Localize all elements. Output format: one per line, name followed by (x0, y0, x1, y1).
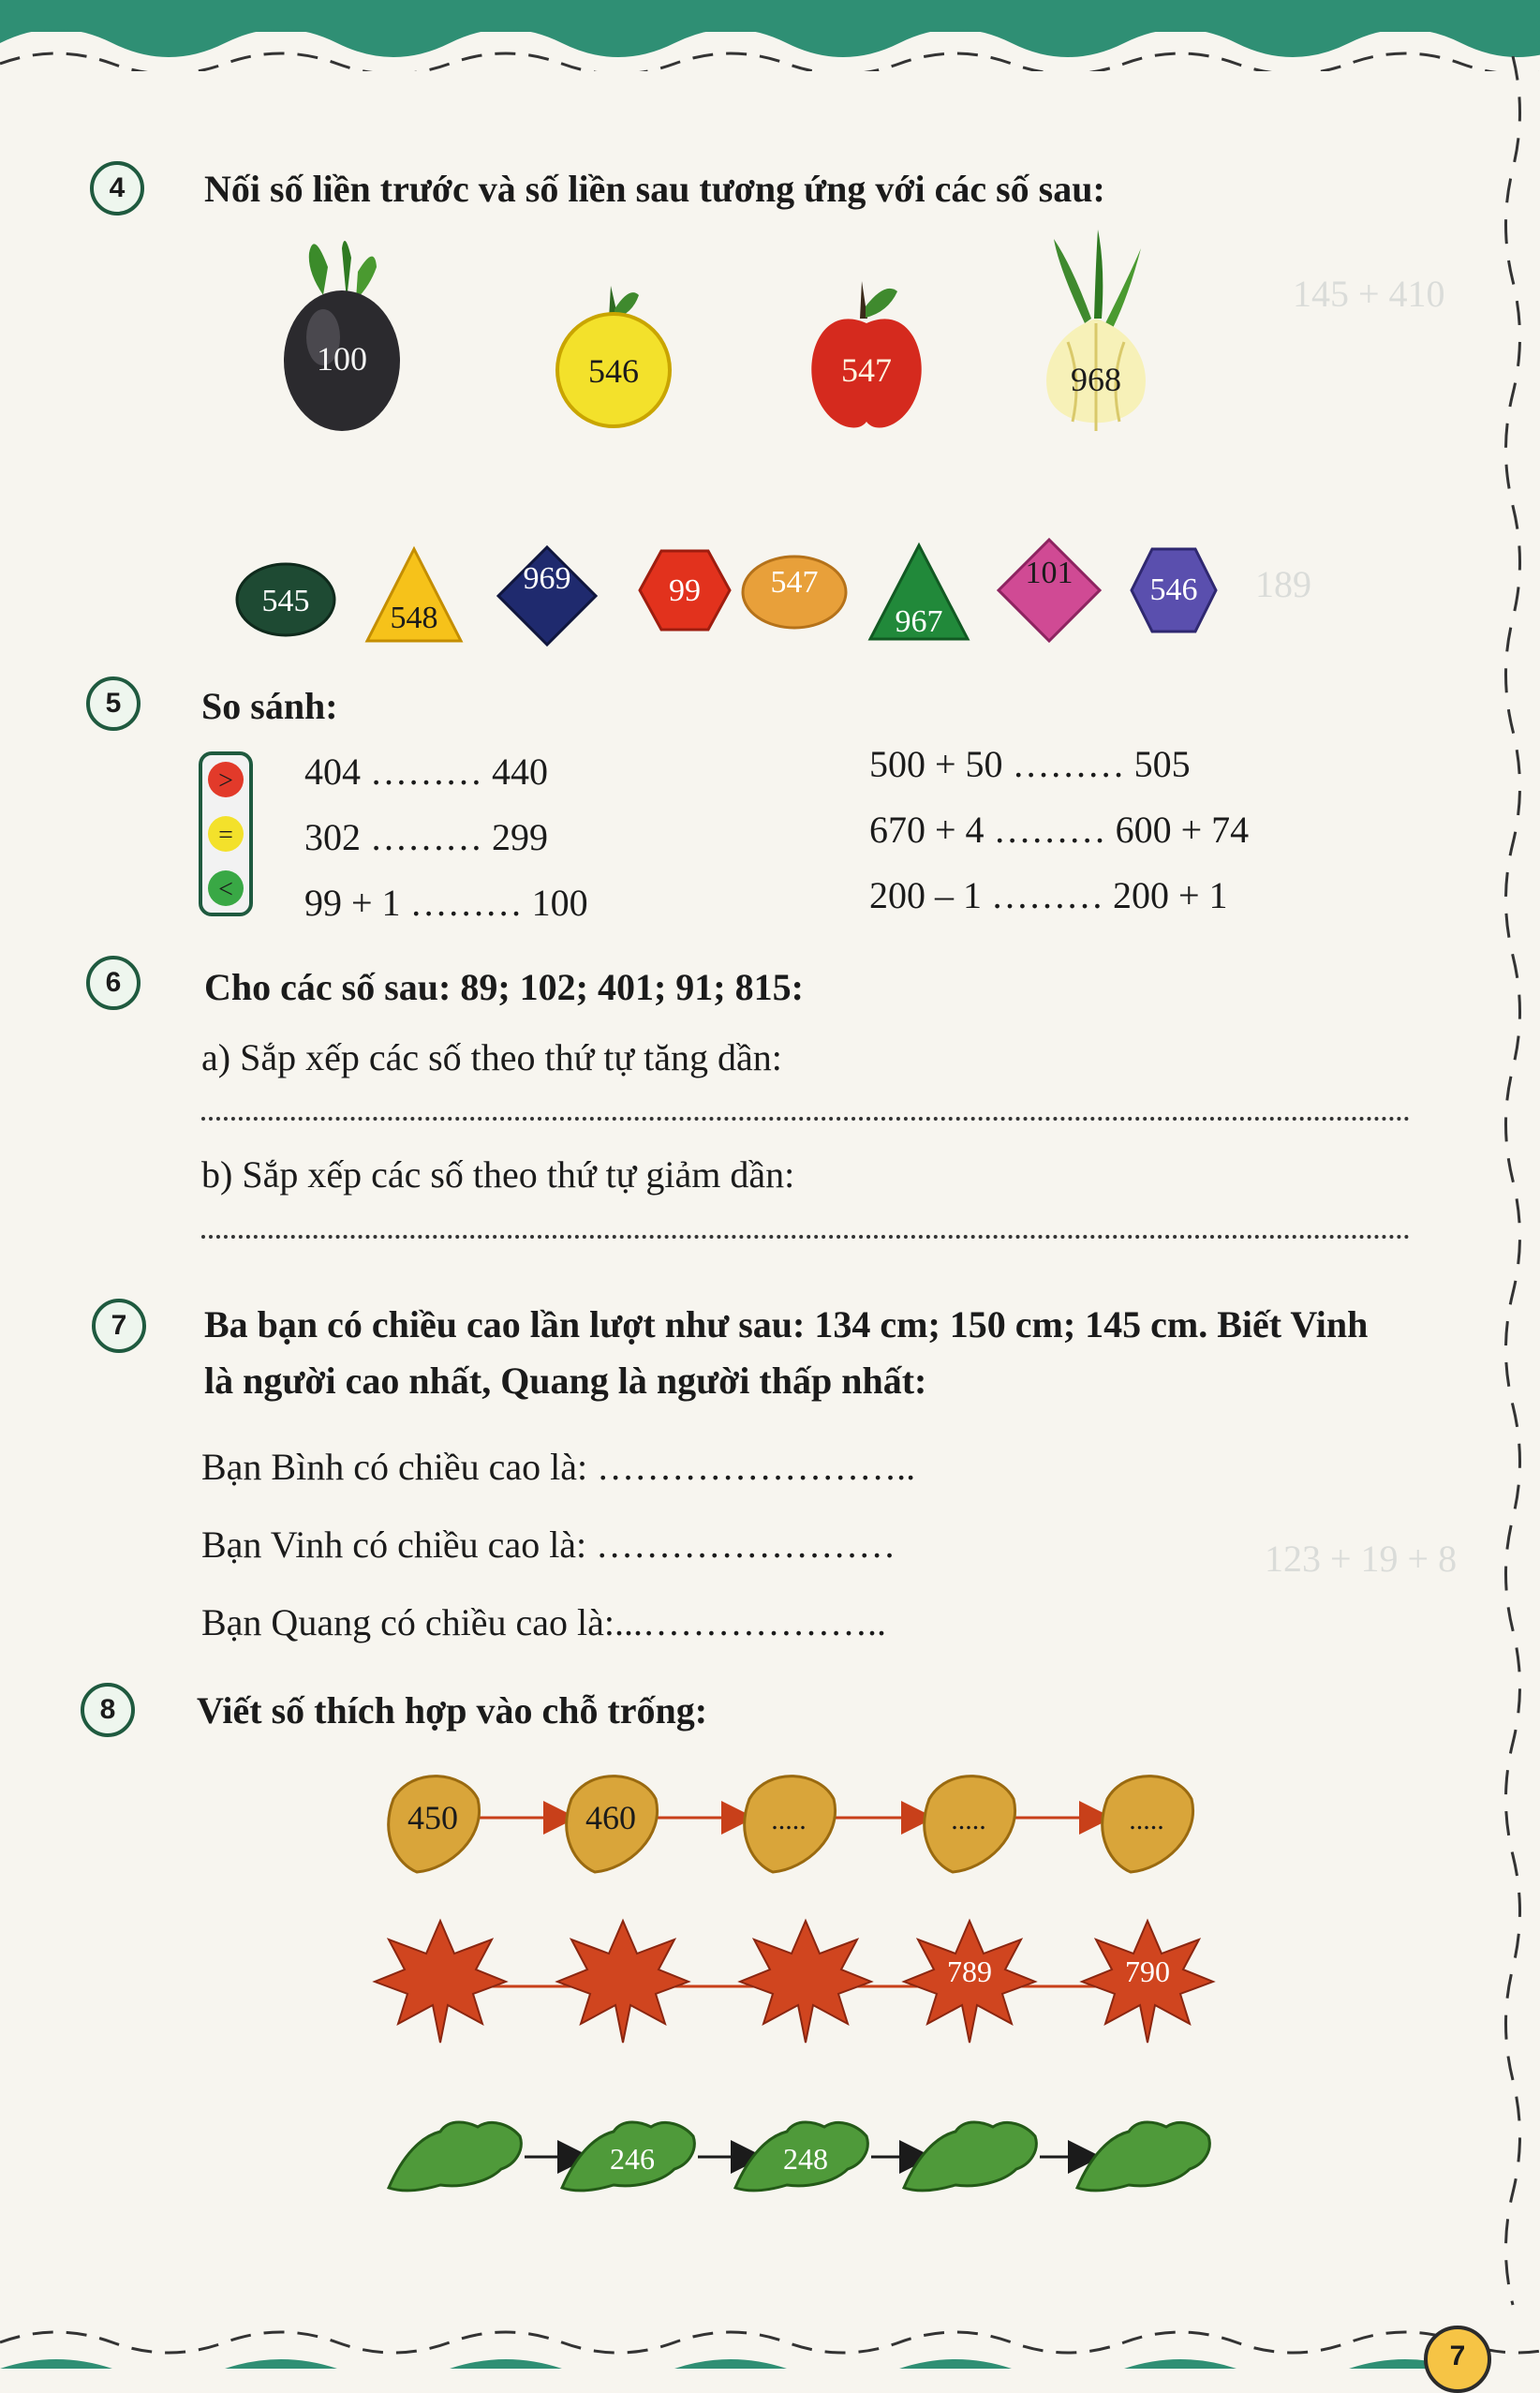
ghost-text: 123 + 19 + 8 (1265, 1538, 1458, 1580)
quang-height-line[interactable]: Bạn Quang có chiều cao là:...……………….. (201, 1601, 886, 1643)
question-4-title: Nối số liền trước và số liền sau tương ứng với các số sau: (204, 168, 1105, 210)
shape-546[interactable] (1129, 545, 1219, 635)
leaf-value: 246 (610, 2142, 655, 2176)
operand-b: 200 + 1 (1113, 874, 1228, 916)
shape-967[interactable] (866, 542, 971, 647)
operand-b: 100 (531, 882, 588, 924)
operand-b: 299 (492, 816, 548, 858)
compare-row-2-right (869, 808, 1249, 852)
shape-label: 101 (1025, 556, 1074, 590)
less-sign: < (218, 875, 233, 904)
leaf-2 (567, 1776, 658, 1872)
ghost-text: 189 (1255, 563, 1311, 605)
answer-line-6a[interactable] (201, 1117, 1410, 1121)
question-number-8: 8 (81, 1683, 135, 1737)
shape-label: 545 (261, 584, 310, 618)
leaf-4[interactable] (925, 1776, 1015, 1872)
shape-969[interactable] (495, 543, 600, 648)
operand-a: 302 (304, 816, 361, 858)
maple-leaf-3[interactable] (740, 1921, 871, 2043)
shape-label: 969 (523, 561, 571, 596)
leaf-1 (389, 1776, 480, 1872)
leaf-value: 248 (783, 2142, 828, 2176)
shape-label: 548 (390, 601, 438, 635)
blank-dots[interactable]: ……… (1012, 743, 1125, 785)
oak-leaf-5[interactable] (1077, 2122, 1209, 2191)
oak-leaf-2 (562, 2122, 694, 2191)
blank-dots[interactable]: ……… (993, 809, 1106, 851)
shape-label: 547 (770, 565, 819, 600)
question-6-title: Cho các số sau: 89; 102; 401; 91; 815: (204, 966, 804, 1008)
compare-row-3-right (869, 873, 1228, 917)
leaf-3[interactable] (745, 1776, 836, 1872)
top-wave-border (0, 15, 1540, 71)
leaf-value: 789 (947, 1955, 992, 1988)
operand-a: 500 + 50 (869, 743, 1003, 785)
operand-b: 440 (492, 751, 548, 793)
shape-101[interactable] (995, 536, 1103, 645)
fruit-label: 100 (317, 340, 367, 378)
sequence-row-2 (365, 1911, 1246, 2052)
operand-a: 200 – 1 (869, 874, 982, 916)
leaf-5[interactable] (1103, 1776, 1193, 1872)
traffic-light-signs (197, 750, 255, 918)
shape-548[interactable] (363, 545, 465, 647)
blank-dots[interactable]: ……… (370, 816, 482, 858)
question-7-title-line-1: Ba bạn có chiều cao lần lượt như sau: 134 cm; 150 cm; 145 cm. Biết Vinh (204, 1303, 1369, 1345)
leaf-value: 790 (1125, 1955, 1170, 1988)
operand-a: 404 (304, 751, 361, 793)
compare-row-3-left (304, 881, 588, 925)
oak-leaf-4[interactable] (904, 2122, 1036, 2191)
blank-dots[interactable]: ……… (409, 882, 523, 924)
bottom-wave-border (0, 2314, 1540, 2369)
maple-leaf-2[interactable] (557, 1921, 689, 2043)
operand-b: 600 + 74 (1115, 809, 1250, 851)
oak-leaf-3 (735, 2122, 867, 2191)
oak-leaf-1[interactable] (389, 2122, 521, 2191)
leaf-blank: ..... (951, 1805, 986, 1836)
question-number-7: 7 (92, 1299, 146, 1353)
operand-a: 99 + 1 (304, 882, 401, 924)
shape-label: 967 (895, 604, 943, 639)
blank-dots[interactable]: ……… (370, 751, 482, 793)
fruit-label: 968 (1071, 361, 1121, 398)
leaf-blank: ..... (1129, 1805, 1164, 1836)
operand-a: 670 + 4 (869, 809, 985, 851)
fruit-label: 547 (841, 351, 892, 389)
question-6b-label: b) Sắp xếp các số theo thứ tự giảm dần: (201, 1153, 795, 1196)
right-dashed-border (1494, 56, 1532, 2324)
page-number: 7 (1424, 2326, 1491, 2393)
question-number-6: 6 (86, 956, 141, 1010)
shape-label: 99 (669, 573, 701, 608)
shape-545[interactable] (234, 560, 337, 639)
onion-968[interactable] (1030, 230, 1162, 440)
question-number-4: 4 (90, 161, 144, 216)
greater-sign: > (218, 766, 233, 795)
question-number-5: 5 (86, 676, 141, 731)
lemon-546[interactable] (553, 281, 674, 440)
leaf-blank: ..... (771, 1805, 807, 1836)
shape-99[interactable] (637, 548, 733, 632)
compare-row-1-left (304, 750, 548, 794)
question-5-title: So sánh: (201, 685, 338, 727)
fruit-label: 546 (588, 352, 639, 390)
shape-547[interactable] (740, 553, 849, 632)
operand-b: 505 (1133, 743, 1191, 785)
question-6a-label: a) Sắp xếp các số theo thứ tự tăng dần: (201, 1036, 782, 1078)
question-8-title: Viết số thích hợp vào chỗ trống: (197, 1689, 708, 1732)
ghost-text: 145 + 410 (1293, 273, 1445, 315)
blank-dots[interactable]: ……… (991, 874, 1103, 916)
maple-leaf-1[interactable] (375, 1921, 506, 2043)
compare-row-1-right (869, 742, 1191, 786)
binh-height-line[interactable]: Bạn Bình có chiều cao là: …………………….. (201, 1446, 916, 1488)
onion-100[interactable] (272, 230, 412, 445)
question-7-title-line-2: là người cao nhất, Quang là người thấp nhất: (204, 1360, 927, 1402)
leaf-value: 450 (407, 1799, 458, 1836)
maple-leaf-5 (1082, 1921, 1213, 2043)
vinh-height-line[interactable]: Bạn Vinh có chiều cao là: …………………… (201, 1523, 896, 1566)
answer-line-6b[interactable] (201, 1235, 1410, 1239)
apple-547[interactable] (806, 276, 927, 440)
leaf-value: 460 (585, 1799, 636, 1836)
shape-label: 546 (1149, 572, 1198, 607)
maple-leaf-4 (904, 1921, 1035, 2043)
sequence-row-1 (375, 1761, 1218, 1883)
equal-sign: = (218, 821, 233, 850)
sequence-row-3 (384, 2099, 1255, 2211)
compare-row-2-left (304, 815, 548, 859)
